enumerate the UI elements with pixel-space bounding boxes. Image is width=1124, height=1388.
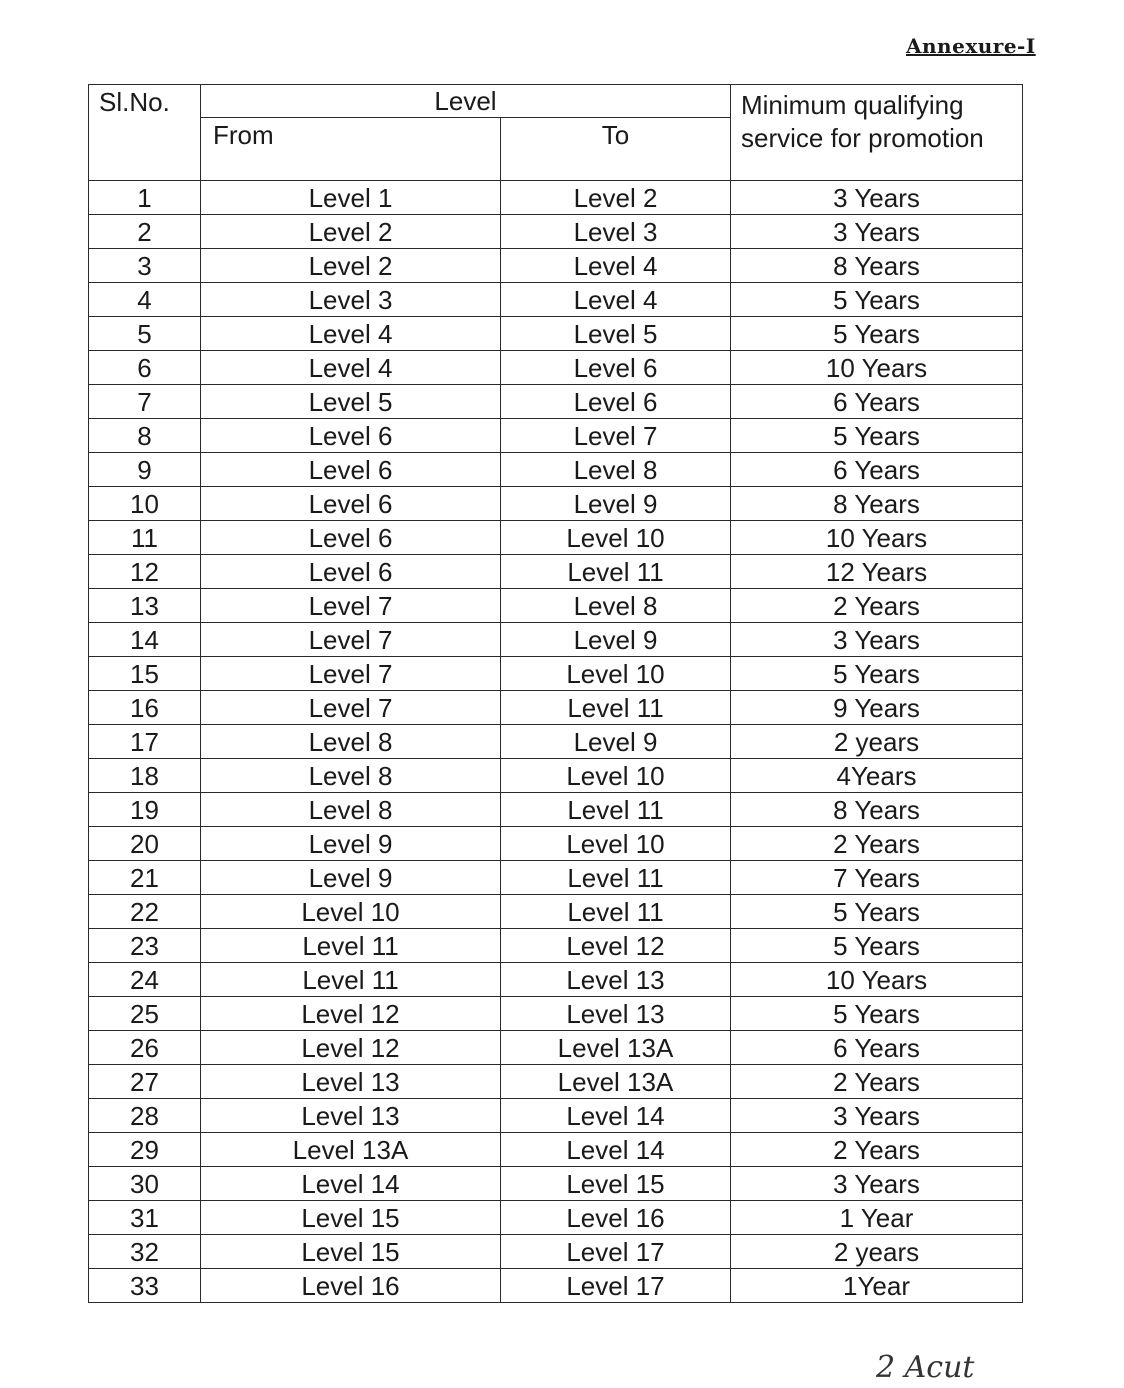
table-row xyxy=(89,963,1023,997)
table-row xyxy=(89,793,1023,827)
cell-from: Level 9 xyxy=(201,827,501,861)
cell-to: Level 10 xyxy=(501,759,731,793)
cell-from: Level 13A xyxy=(201,1133,501,1167)
cell-from: Level 3 xyxy=(201,283,501,317)
cell-from: Level 15 xyxy=(201,1235,501,1269)
cell-to: Level 13A xyxy=(501,1065,731,1099)
cell-to: Level 6 xyxy=(501,351,731,385)
cell-to: Level 11 xyxy=(501,861,731,895)
header-slno: Sl.No. xyxy=(89,85,201,181)
table-row xyxy=(89,623,1023,657)
cell-from: Level 16 xyxy=(201,1269,501,1303)
table-row xyxy=(89,589,1023,623)
cell-service: 2 Years xyxy=(731,589,1023,623)
table-row xyxy=(89,1031,1023,1065)
cell-slno: 16 xyxy=(89,691,201,725)
cell-to: Level 8 xyxy=(501,589,731,623)
cell-to: Level 5 xyxy=(501,317,731,351)
table-row xyxy=(89,1269,1023,1303)
cell-service: 6 Years xyxy=(731,453,1023,487)
cell-slno: 28 xyxy=(89,1099,201,1133)
cell-slno: 2 xyxy=(89,215,201,249)
table-row xyxy=(89,725,1023,759)
cell-from: Level 11 xyxy=(201,963,501,997)
cell-to: Level 16 xyxy=(501,1201,731,1235)
cell-slno: 9 xyxy=(89,453,201,487)
cell-service: 5 Years xyxy=(731,419,1023,453)
cell-service: 10 Years xyxy=(731,351,1023,385)
cell-service: 5 Years xyxy=(731,317,1023,351)
cell-from: Level 14 xyxy=(201,1167,501,1201)
cell-from: Level 4 xyxy=(201,351,501,385)
cell-to: Level 10 xyxy=(501,827,731,861)
cell-to: Level 10 xyxy=(501,657,731,691)
table-row xyxy=(89,1167,1023,1201)
cell-to: Level 11 xyxy=(501,691,731,725)
cell-to: Level 17 xyxy=(501,1235,731,1269)
cell-to: Level 10 xyxy=(501,521,731,555)
handwritten-signature: 2 Acut xyxy=(876,1350,975,1385)
cell-slno: 14 xyxy=(89,623,201,657)
cell-service: 2 Years xyxy=(731,827,1023,861)
cell-to: Level 3 xyxy=(501,215,731,249)
annexure-title: Annexure-I xyxy=(906,34,1036,58)
cell-slno: 8 xyxy=(89,419,201,453)
cell-to: Level 9 xyxy=(501,487,731,521)
cell-to: Level 2 xyxy=(501,181,731,215)
cell-to: Level 17 xyxy=(501,1269,731,1303)
cell-to: Level 13A xyxy=(501,1031,731,1065)
cell-service: 5 Years xyxy=(731,997,1023,1031)
cell-service: 6 Years xyxy=(731,1031,1023,1065)
table-row xyxy=(89,215,1023,249)
promotion-service-table xyxy=(88,84,1023,1303)
table-row xyxy=(89,521,1023,555)
header-min-service: Minimum qualifying service for promotion xyxy=(731,85,1023,181)
cell-from: Level 13 xyxy=(201,1065,501,1099)
cell-from: Level 13 xyxy=(201,1099,501,1133)
table-row xyxy=(89,249,1023,283)
table-row xyxy=(89,317,1023,351)
cell-from: Level 6 xyxy=(201,521,501,555)
table-row xyxy=(89,283,1023,317)
cell-service: 5 Years xyxy=(731,895,1023,929)
cell-slno: 6 xyxy=(89,351,201,385)
table-row xyxy=(89,1235,1023,1269)
cell-slno: 20 xyxy=(89,827,201,861)
cell-to: Level 7 xyxy=(501,419,731,453)
cell-from: Level 7 xyxy=(201,691,501,725)
cell-slno: 4 xyxy=(89,283,201,317)
cell-service: 3 Years xyxy=(731,181,1023,215)
table-row xyxy=(89,861,1023,895)
cell-from: Level 7 xyxy=(201,623,501,657)
cell-to: Level 14 xyxy=(501,1099,731,1133)
table-row xyxy=(89,419,1023,453)
cell-slno: 31 xyxy=(89,1201,201,1235)
header-level: Level xyxy=(201,85,731,118)
cell-to: Level 11 xyxy=(501,793,731,827)
cell-service: 2 Years xyxy=(731,1133,1023,1167)
cell-to: Level 6 xyxy=(501,385,731,419)
cell-service: 3 Years xyxy=(731,1167,1023,1201)
cell-to: Level 12 xyxy=(501,929,731,963)
cell-service: 3 Years xyxy=(731,623,1023,657)
table-row xyxy=(89,487,1023,521)
cell-slno: 22 xyxy=(89,895,201,929)
cell-from: Level 7 xyxy=(201,589,501,623)
cell-service: 1 Year xyxy=(731,1201,1023,1235)
cell-slno: 33 xyxy=(89,1269,201,1303)
cell-from: Level 8 xyxy=(201,759,501,793)
cell-service: 5 Years xyxy=(731,657,1023,691)
cell-slno: 25 xyxy=(89,997,201,1031)
cell-slno: 30 xyxy=(89,1167,201,1201)
table-row xyxy=(89,385,1023,419)
cell-from: Level 9 xyxy=(201,861,501,895)
cell-from: Level 2 xyxy=(201,249,501,283)
cell-slno: 32 xyxy=(89,1235,201,1269)
cell-service: 2 Years xyxy=(731,1065,1023,1099)
cell-slno: 15 xyxy=(89,657,201,691)
cell-from: Level 10 xyxy=(201,895,501,929)
cell-from: Level 12 xyxy=(201,1031,501,1065)
cell-slno: 21 xyxy=(89,861,201,895)
table-row xyxy=(89,1065,1023,1099)
cell-from: Level 6 xyxy=(201,453,501,487)
cell-to: Level 11 xyxy=(501,555,731,589)
cell-slno: 27 xyxy=(89,1065,201,1099)
cell-slno: 5 xyxy=(89,317,201,351)
table-row xyxy=(89,827,1023,861)
cell-service: 4Years xyxy=(731,759,1023,793)
cell-to: Level 9 xyxy=(501,725,731,759)
cell-service: 9 Years xyxy=(731,691,1023,725)
cell-service: 8 Years xyxy=(731,249,1023,283)
cell-slno: 1 xyxy=(89,181,201,215)
header-row-top xyxy=(89,85,1023,118)
cell-slno: 10 xyxy=(89,487,201,521)
table-row xyxy=(89,691,1023,725)
table-row xyxy=(89,453,1023,487)
table-body xyxy=(89,181,1023,1303)
cell-to: Level 13 xyxy=(501,963,731,997)
cell-slno: 11 xyxy=(89,521,201,555)
cell-from: Level 2 xyxy=(201,215,501,249)
cell-slno: 24 xyxy=(89,963,201,997)
cell-slno: 17 xyxy=(89,725,201,759)
cell-service: 5 Years xyxy=(731,283,1023,317)
cell-to: Level 11 xyxy=(501,895,731,929)
cell-from: Level 12 xyxy=(201,997,501,1031)
cell-slno: 19 xyxy=(89,793,201,827)
cell-service: 7 Years xyxy=(731,861,1023,895)
cell-from: Level 1 xyxy=(201,181,501,215)
cell-to: Level 14 xyxy=(501,1133,731,1167)
cell-service: 1Year xyxy=(731,1269,1023,1303)
table-row xyxy=(89,1099,1023,1133)
cell-to: Level 4 xyxy=(501,249,731,283)
table-row xyxy=(89,1201,1023,1235)
cell-from: Level 15 xyxy=(201,1201,501,1235)
cell-service: 12 Years xyxy=(731,555,1023,589)
cell-slno: 23 xyxy=(89,929,201,963)
cell-from: Level 6 xyxy=(201,419,501,453)
cell-to: Level 8 xyxy=(501,453,731,487)
cell-slno: 3 xyxy=(89,249,201,283)
cell-slno: 12 xyxy=(89,555,201,589)
cell-to: Level 13 xyxy=(501,997,731,1031)
cell-to: Level 15 xyxy=(501,1167,731,1201)
table-row xyxy=(89,1133,1023,1167)
cell-slno: 29 xyxy=(89,1133,201,1167)
cell-from: Level 8 xyxy=(201,793,501,827)
cell-service: 3 Years xyxy=(731,215,1023,249)
table-row xyxy=(89,997,1023,1031)
cell-to: Level 9 xyxy=(501,623,731,657)
cell-from: Level 6 xyxy=(201,555,501,589)
header-to: To xyxy=(501,118,731,181)
cell-service: 8 Years xyxy=(731,487,1023,521)
cell-service: 8 Years xyxy=(731,793,1023,827)
cell-service: 10 Years xyxy=(731,521,1023,555)
cell-from: Level 5 xyxy=(201,385,501,419)
table-row xyxy=(89,181,1023,215)
table-row xyxy=(89,555,1023,589)
cell-service: 2 years xyxy=(731,1235,1023,1269)
cell-service: 6 Years xyxy=(731,385,1023,419)
table-row xyxy=(89,657,1023,691)
cell-service: 10 Years xyxy=(731,963,1023,997)
table-row xyxy=(89,895,1023,929)
cell-from: Level 7 xyxy=(201,657,501,691)
cell-from: Level 6 xyxy=(201,487,501,521)
table-row xyxy=(89,351,1023,385)
cell-service: 5 Years xyxy=(731,929,1023,963)
cell-from: Level 4 xyxy=(201,317,501,351)
cell-slno: 26 xyxy=(89,1031,201,1065)
header-from: From xyxy=(201,118,501,181)
cell-slno: 7 xyxy=(89,385,201,419)
cell-slno: 13 xyxy=(89,589,201,623)
cell-from: Level 11 xyxy=(201,929,501,963)
cell-slno: 18 xyxy=(89,759,201,793)
table-row xyxy=(89,929,1023,963)
table-row xyxy=(89,759,1023,793)
cell-from: Level 8 xyxy=(201,725,501,759)
cell-service: 3 Years xyxy=(731,1099,1023,1133)
cell-service: 2 years xyxy=(731,725,1023,759)
cell-to: Level 4 xyxy=(501,283,731,317)
